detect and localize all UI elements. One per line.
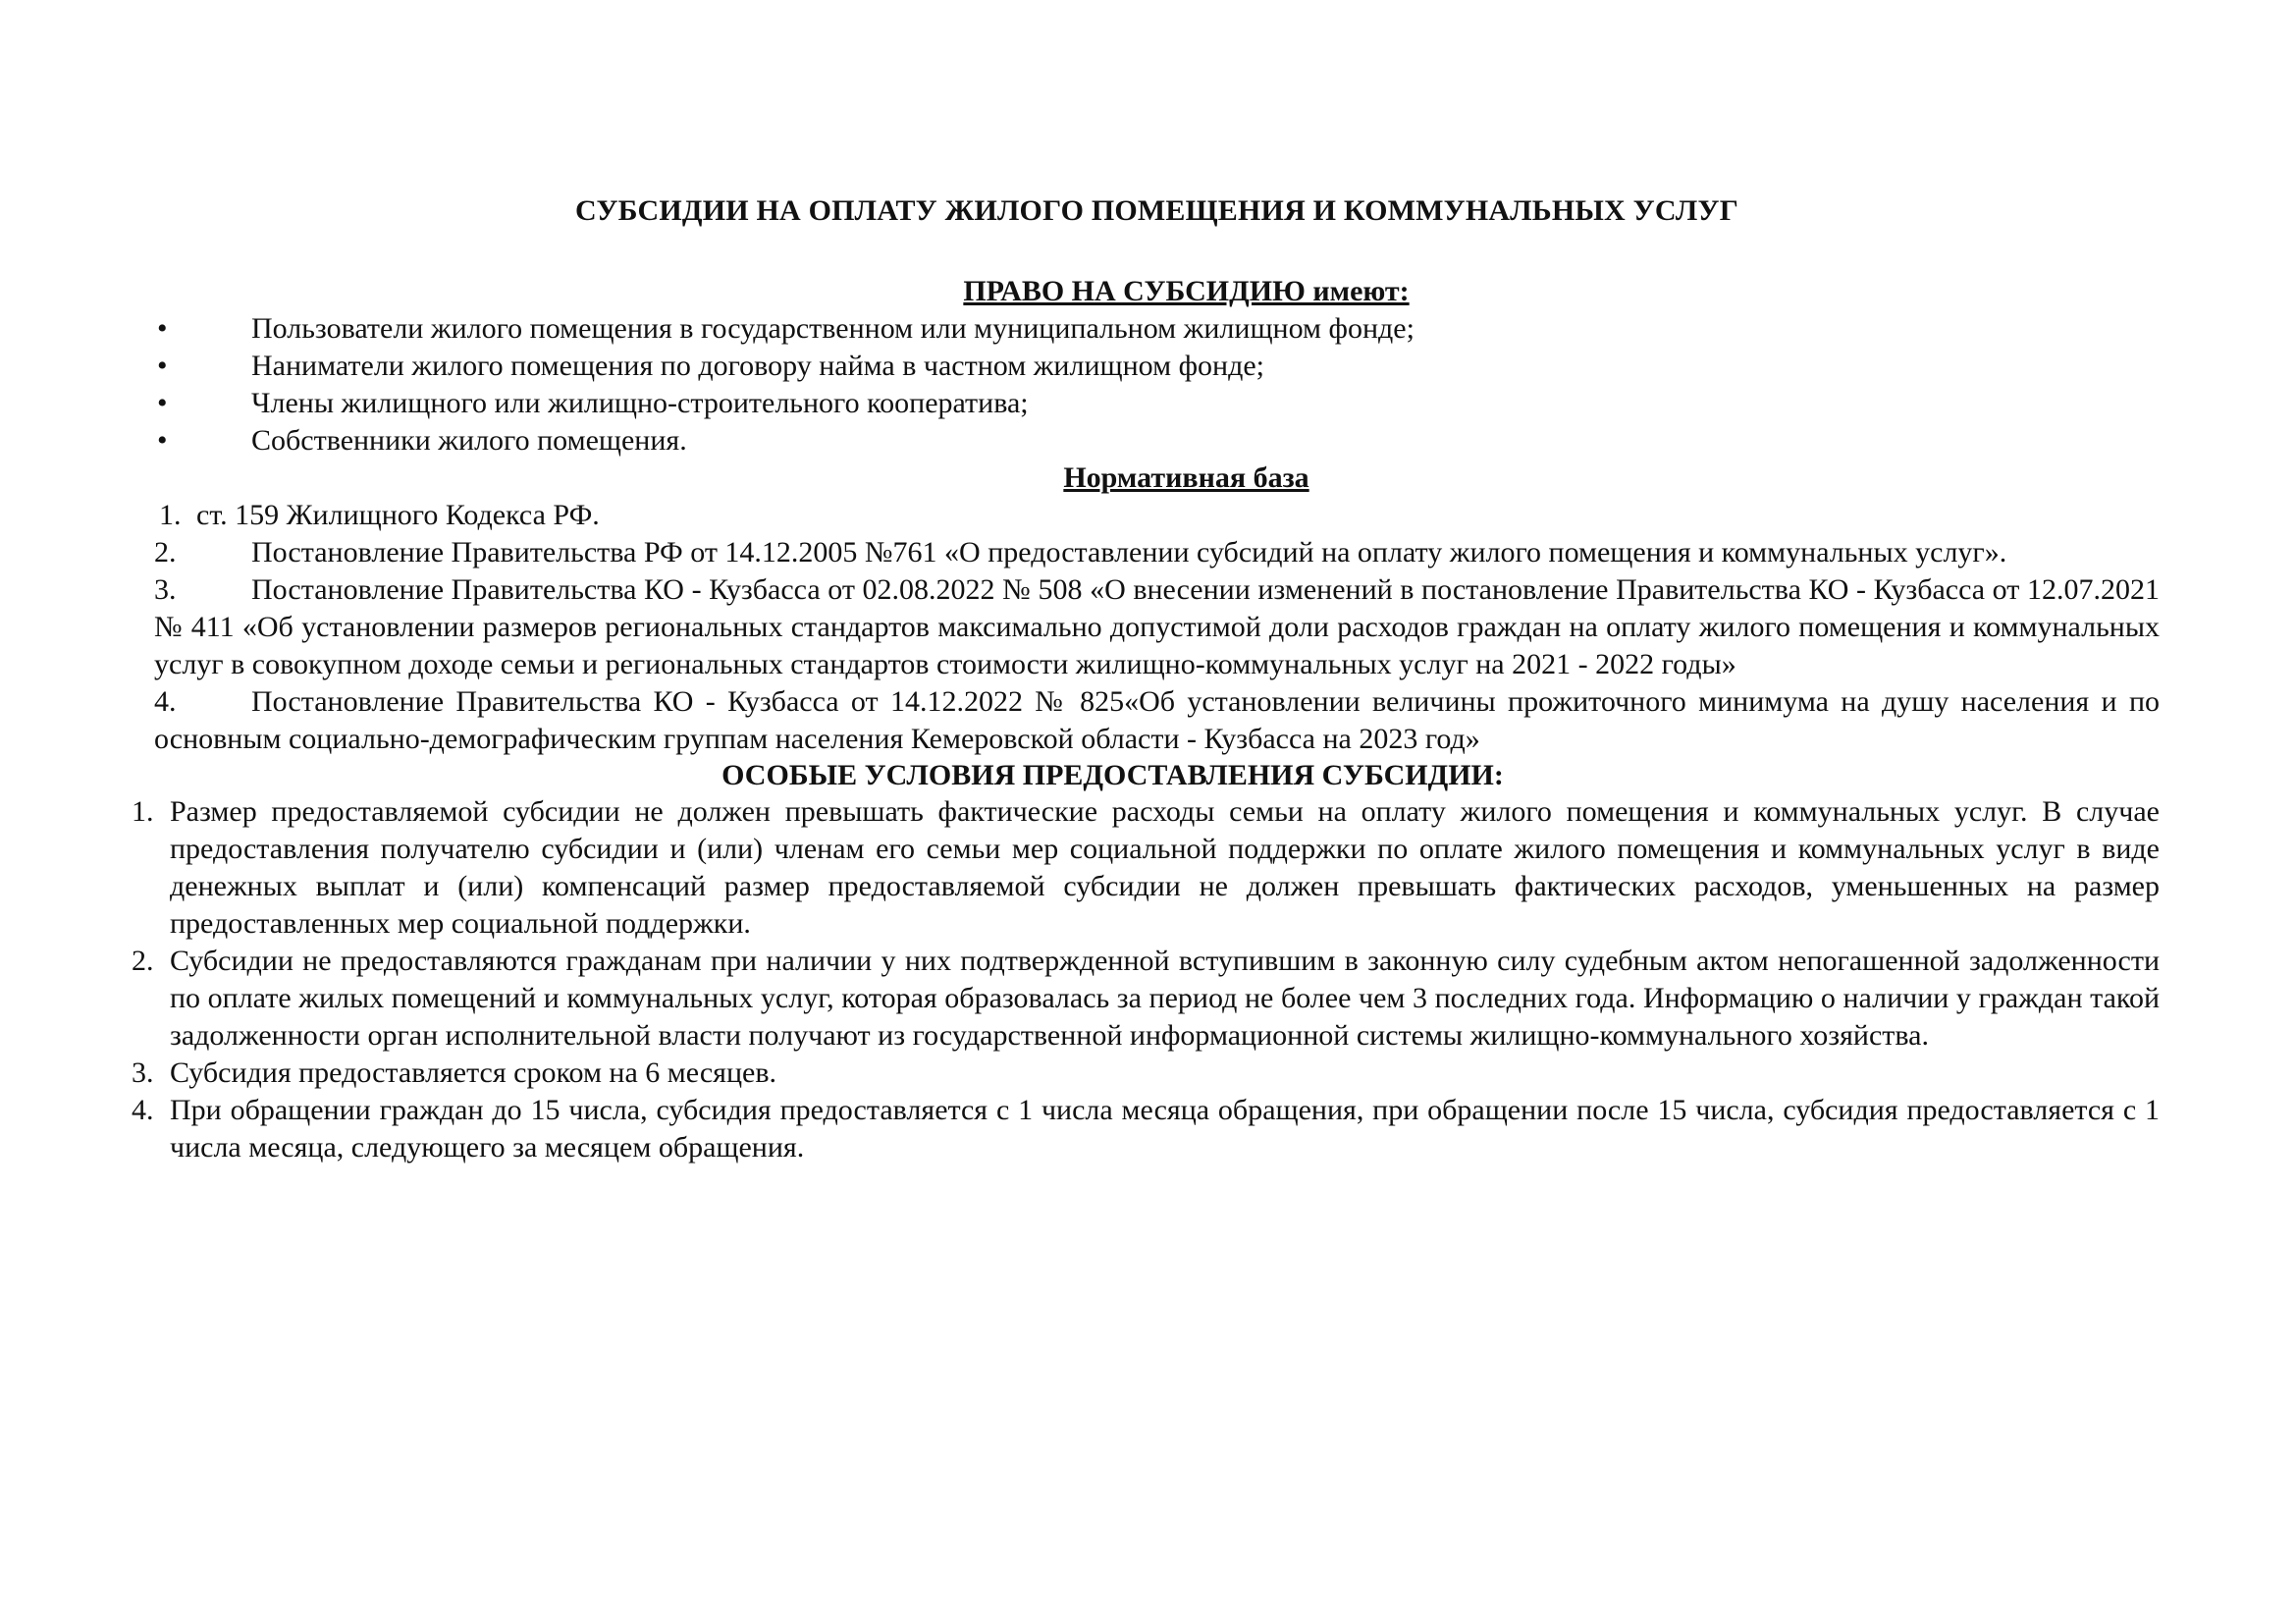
item-number: 3. (154, 573, 177, 606)
list-item: 4. Постановление Правительства КО - Кузбасса от 14.12.2022 № 825«Об установлении величины прожиточного минимума на душу населения и по основным социально-демографическим группам населения Кемеровской области - Кузбасса на 2023 год» (154, 685, 2160, 755)
bullet-icon: • (157, 424, 168, 457)
document-title: СУБСИДИИ НА ОПЛАТУ ЖИЛОГО ПОМЕЩЕНИЯ И КОММУНАЛЬНЫХ УСЛУГ (574, 194, 1738, 227)
list-item: 1. Размер предоставляемой субсидии не должен превышать фактические расходы семьи на оплату жилого помещения и коммунальных услуг. В случае предоставления получателю субсидии и (или) членам его семьи мер социальной поддержки по оплате жилого помещения и коммунальных услуг в виде денежных выплат и (или) компенсаций размер предоставляемой субсидии не должен превышать фактических расходов, уменьшенных на размер предоставленных мер социальной поддержки. (132, 795, 2160, 940)
item-number: 3. (132, 1056, 154, 1089)
normative-list (154, 497, 2160, 758)
list-item: 2. Субсидии не предоставляются гражданам при наличии у них подтвержденной вступившим в законную силу судебным актом непогашенной задолженности по оплате жилых помещений и коммунальных услуг, которая образовалась за период не более чем 3 последних года. Информацию о наличии у граждан такой задолженности орган исполнительной власти получают из государственной информационной системы жилищно-коммунального хозяйства. (132, 945, 2160, 1052)
item-number: 2. (154, 536, 177, 568)
list-item: 1. ст. 159 Жилищного Кодекса РФ. (154, 497, 2160, 534)
item-number: 1. (159, 499, 182, 531)
list-item: 3. Постановление Правительства КО - Кузбасса от 02.08.2022 № 508 «О внесении изменений в постановление Правительства КО - Кузбасса от 12.07.2021 № 411 «Об установлении размеров региональных стандартов максимально допустимой доли расходов граждан на оплату жилого помещения и коммунальных услуг в совокупном доходе семьи и региональных стандартов стоимости жилищно-коммунальных услуг на 2021 - 2022 годы» (154, 573, 2160, 680)
list-item: • Наниматели жилого помещения по договору найма в частном жилищном фонде; (154, 348, 2160, 385)
special-conditions-list (132, 793, 2160, 1166)
item-number: 4. (154, 685, 177, 718)
list-item: • Собственники жилого помещения. (154, 422, 2160, 460)
rights-heading: ПРАВО НА СУБСИДИЮ имеют: (963, 275, 1410, 307)
list-item: • Пользователи жилого помещения в государственном или муниципальном жилищном фонде; (154, 310, 2160, 348)
item-number: 4. (132, 1094, 154, 1126)
normative-heading: Нормативная база (1063, 461, 1309, 494)
bullet-icon: • (157, 387, 168, 419)
rights-list (154, 310, 2160, 460)
bullet-icon: • (157, 312, 168, 345)
list-item: 4. При обращении граждан до 15 числа, субсидия предоставляется с 1 числа месяца обращения, при обращении после 15 числа, субсидия предоставляется с 1 числа месяца, следующего за месяцем обращения. (132, 1094, 2160, 1164)
special-conditions-heading: ОСОБЫЕ УСЛОВИЯ ПРЕДОСТАВЛЕНИЯ СУБСИДИИ: (721, 759, 1504, 791)
list-item: 3. Субсидия предоставляется сроком на 6 месяцев. (132, 1055, 2160, 1092)
item-number: 1. (132, 795, 154, 828)
bullet-icon: • (157, 350, 168, 382)
list-item: • Члены жилищного или жилищно-строительного кооператива; (154, 385, 2160, 422)
document-page (132, 192, 2160, 1166)
list-item: 2. Постановление Правительства РФ от 14.12.2005 №761 «О предоставлении субсидий на оплату жилого помещения и коммунальных услуг». (154, 534, 2160, 571)
item-number: 2. (132, 945, 154, 977)
